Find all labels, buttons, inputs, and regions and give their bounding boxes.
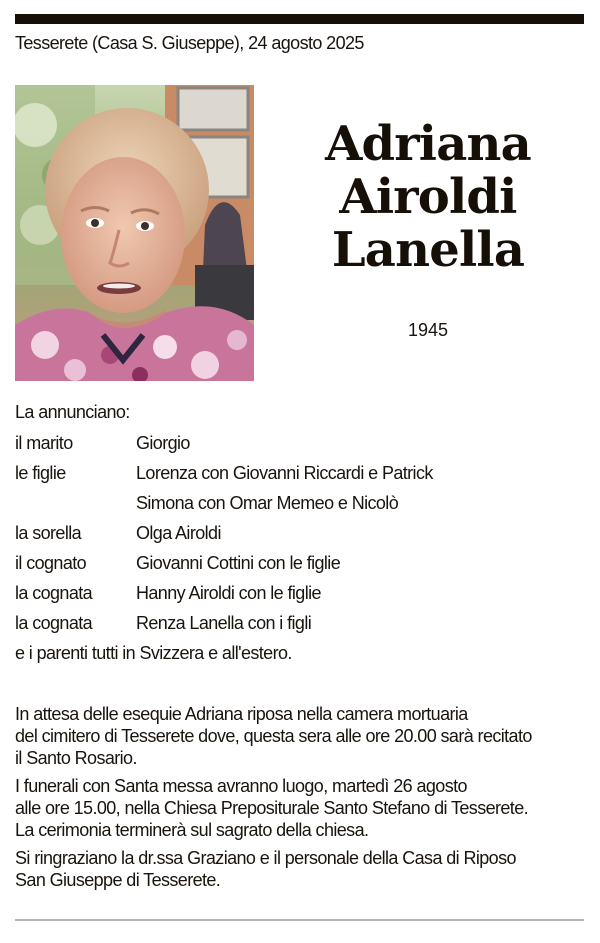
notice-line: Si ringraziano la dr.ssa Graziano e il personale della Casa di Riposo (15, 848, 516, 868)
family-row (15, 612, 585, 642)
deceased-name (300, 118, 556, 277)
family-names: Giovanni Cottini con le figlie (136, 553, 341, 573)
birth-year: 1945 (407, 320, 449, 340)
family-closing: e i parenti tutti in Svizzera e all'estero. (15, 643, 292, 663)
notice-line: I funerali con Santa messa avranno luogo, martedì 26 agosto (15, 776, 467, 796)
notice-paragraph-funeral (15, 775, 590, 841)
married-surname: Lanella (331, 222, 525, 278)
notice-line: il Santo Rosario. (15, 748, 137, 768)
announcement-heading: La annunciano: (15, 402, 130, 422)
family-names: Lorenza con Giovanni Riccardi e Patrick (136, 463, 433, 483)
notice-line: La cerimonia terminerà sul sagrato della chiesa. (15, 820, 369, 840)
family-relation: il cognato (15, 553, 87, 573)
dateline: Tesserete (Casa S. Giuseppe), 24 agosto 2025 (15, 33, 364, 53)
top-rule (15, 14, 584, 24)
portrait-image (15, 85, 254, 381)
family-list (15, 432, 585, 672)
family-row (15, 522, 585, 552)
family-names: Hanny Airoldi con le figlie (136, 583, 321, 603)
bottom-rule (15, 919, 584, 921)
family-relation: il marito (15, 433, 73, 453)
family-names: Renza Lanella con i figli (136, 613, 312, 633)
family-relation: la cognata (15, 583, 93, 603)
family-row (15, 582, 585, 612)
notice-line: del cimitero di Tesserete dove, questa sera alle ore 20.00 sarà recitato (15, 726, 532, 746)
maiden-surname: Airoldi (339, 169, 517, 225)
family-closing-row (15, 642, 585, 672)
notice-line: In attesa delle esequie Adriana riposa nella camera mortuaria (15, 704, 468, 724)
notice-line: San Giuseppe di Tesserete. (15, 870, 221, 890)
notice-paragraph-thanks (15, 847, 590, 891)
family-names: Olga Airoldi (136, 523, 221, 543)
family-names: Giorgio (136, 433, 190, 453)
portrait-photo (15, 85, 254, 381)
family-row (15, 492, 585, 522)
first-name: Adriana (325, 116, 531, 172)
notice-line: alle ore 15.00, nella Chiesa Prepositurale Santo Stefano di Tesserete. (15, 798, 529, 818)
family-relation: la cognata (15, 613, 93, 633)
funeral-notice (15, 703, 590, 897)
family-row (15, 462, 585, 492)
family-relation: le figlie (15, 463, 66, 483)
notice-paragraph-wake (15, 703, 590, 769)
family-names: Simona con Omar Memeo e Nicolò (136, 493, 399, 513)
family-row (15, 552, 585, 582)
family-row (15, 432, 585, 462)
family-relation: la sorella (15, 523, 82, 543)
